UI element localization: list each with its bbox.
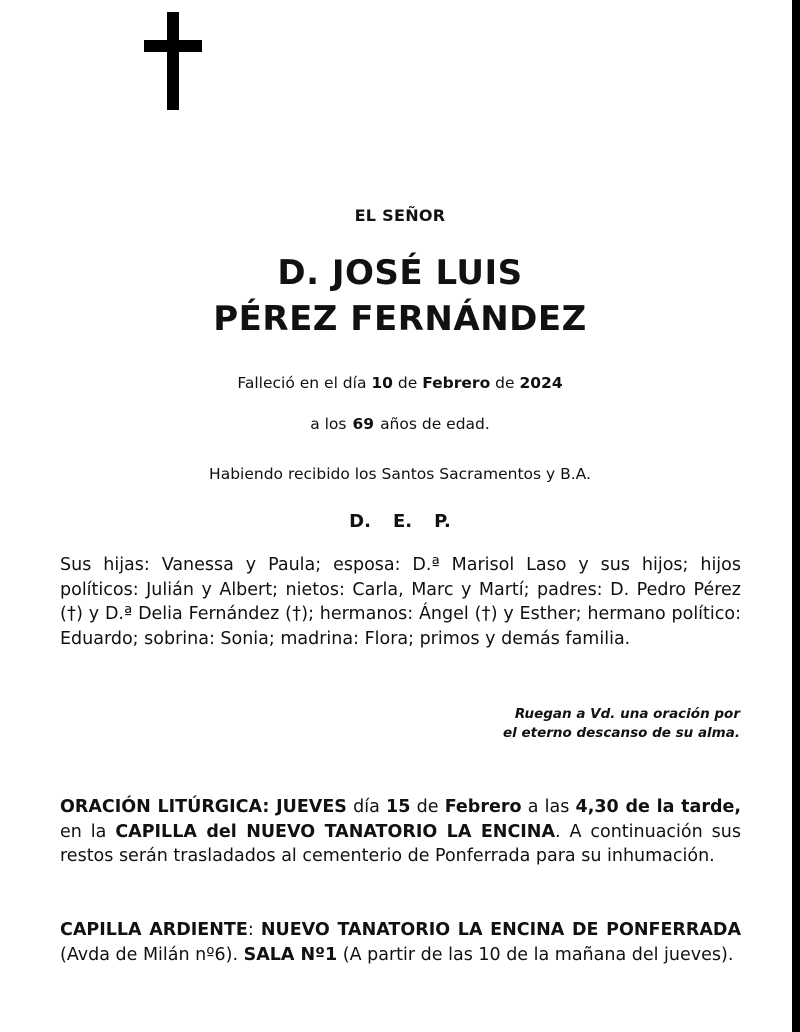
deceased-name	[0, 250, 800, 342]
family-list: Sus hijas: Vanessa y Paula; esposa: D.ª Marisol Laso y sus hijos; hijos políticos: Julián y Albert; nietos: Carla, Marc y Martí; padres: D. Pedro Pérez (†) y D.ª Delia Fernández (†); hermanos: Ángel (†) y Esther; hermano político: Eduardo; sobrina: Sonia; madrina: Flora; primos y demás familia.	[60, 555, 741, 649]
age-value: 69	[352, 415, 375, 433]
name-line-2: PÉREZ FERNÁNDEZ	[213, 299, 587, 339]
name-line-1: D. JOSÉ LUIS	[277, 253, 523, 293]
title-prefix: EL SEÑOR	[354, 206, 446, 225]
liturgy-paragraph: ORACIÓN LITÚRGICA: JUEVES día 15 de Febrero a las 4,30 de la tarde, en la CAPILLA del NUEVO TANATORIO LA ENCINA. A continuación sus restos serán trasladados al cementerio de Ponferrada para su inhumación.	[60, 797, 741, 866]
age-line: a los 69 años de edad.	[310, 415, 490, 433]
death-date: Falleció en el día 10 de Febrero de 2024	[237, 374, 563, 392]
death-year: 2024	[519, 374, 563, 392]
dep-line: D. E. P.	[349, 511, 451, 532]
chapel-paragraph: CAPILLA ARDIENTE: NUEVO TANATORIO LA ENCINA DE PONFERRADA (Avda de Milán nº6). SALA Nº1 (A partir de las 10 de la mañana del jueves).	[60, 920, 741, 965]
death-month: Febrero	[422, 374, 491, 392]
prayer-request: Ruegan a Vd. una oración por el eterno descanso de su alma.	[503, 706, 740, 741]
death-day: 10	[371, 374, 393, 392]
cross-icon	[144, 12, 202, 110]
sacraments-line: Habiendo recibido los Santos Sacramentos y B.A.	[209, 465, 591, 483]
